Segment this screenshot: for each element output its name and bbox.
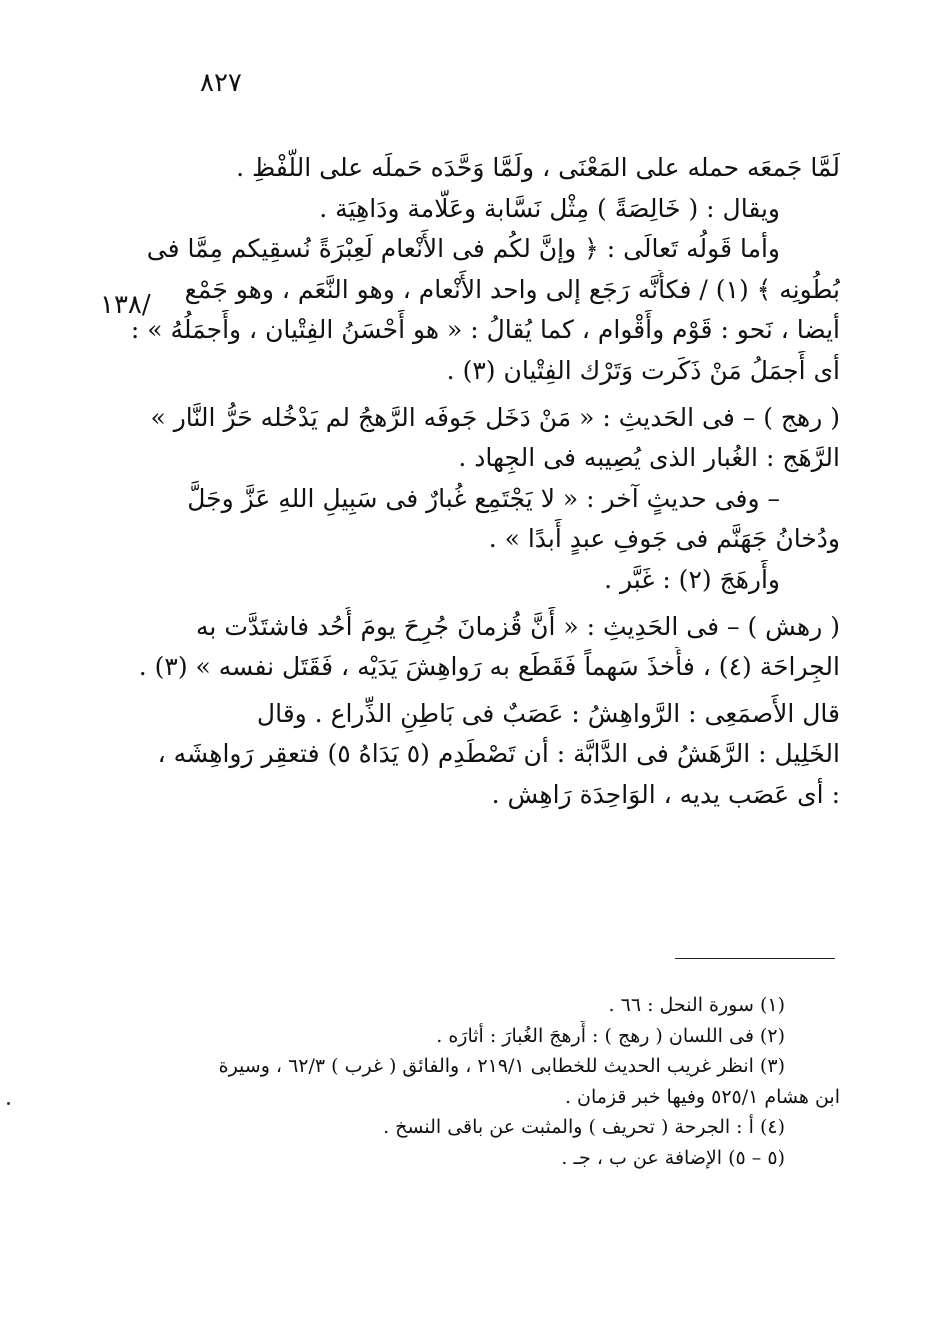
entry-heading-line: ( رهش ) – فى الحَدِيثِ : « أَنَّ قُزمانَ جُرِحَ يومَ أُحُد فاشتَدَّت به bbox=[196, 611, 840, 641]
footnote: (٢) فى اللسان ( رهج ) : أَرهجَ الغُبارَ : أثارَه . bbox=[436, 1024, 785, 1047]
entry-heading-line: ( رهج ) – فى الحَديثِ : « مَنْ دَخَل جَوفَه الرَّهجُ لم يَدْخُله حَرُّ النَّار » bbox=[150, 402, 840, 432]
text-line: قال الأَصمَعِى : الرَّواهِشُ : عَصَبٌ فى بَاطِنِ الذِّراع . وقال bbox=[256, 698, 840, 728]
text-line: أى أَجمَلُ مَنْ ذَكَرت وَتَرْك الفِتْيان (٣) . bbox=[446, 355, 840, 385]
text-line: – وفى حديثٍ آخر : « لا يَجْتَمِع غُبارٌ فى سَبِيلِ اللهِ عَزَّ وجَلَّ bbox=[187, 483, 780, 513]
footnote: (٥ – ٥) الإضافة عن ب ، جـ . bbox=[561, 1146, 785, 1169]
margin-reference: ١٣٨/ bbox=[100, 290, 151, 320]
footnote: (١) سورة النحل : ٦٦ . bbox=[608, 994, 785, 1016]
footnote: (٤) أ : الجرحة ( تحريف ) والمثبت عن باقى النسخ . bbox=[383, 1116, 785, 1138]
footnote: (٣) انظر غريب الحديث للخطابى ٢١٩/١ ، والفائق ( غرب ) ٦٢/٣ ، وسيرة bbox=[218, 1055, 785, 1077]
footnote-continuation: ابن هشام ٥٢٥/١ وفيها خبر قزمان . bbox=[564, 1085, 840, 1108]
text-line: : أى عَصَب يديه ، الوَاحِدَة رَاهِش . bbox=[491, 779, 840, 809]
text-line: ودُخانُ جَهَنَّم فى جَوفِ عبدٍ أَبدًا » . bbox=[488, 524, 840, 554]
scan-speck bbox=[7, 1102, 10, 1105]
text-line: وأما قَولُه تَعالَى : ﴿ وإنَّ لكُم فى الأَنْعام لَعِبْرَةً نُسقِيكم مِمَّا فى bbox=[146, 234, 780, 264]
text-line: الرَّهَج : الغُبار الذى يُصِيبه فى الجِهاد . bbox=[458, 443, 840, 473]
text-line: الخَلِيل : الرَّهَشُ فى الدَّابَّة : أن تَصْطَدِم (٥ يَدَاهُ ٥) فتعقِر رَواهِشَه ، bbox=[157, 739, 840, 769]
text-line: الجِراحَة (٤) ، فأَخذَ سَهماً فَقَطَع به رَواهِشَ يَدَيْه ، فَقَتَل نفسه » (٣) . bbox=[138, 652, 840, 682]
text-line: بُطُونِه ﴾ (١) / فكأَنَّه رَجَع إلى واحد الأَنْعام ، وهو النَّعَم ، وهو جَمْع bbox=[184, 274, 840, 304]
text-line: ويقال : ( خَالِصَةً ) مِثْل نَسَّابة وعَلَّامة ودَاهِيَة . bbox=[319, 193, 780, 223]
main-text bbox=[130, 148, 840, 816]
footnote-divider bbox=[675, 958, 835, 959]
page-number: ٨٢٧ bbox=[200, 68, 242, 98]
text-line: أيضا ، نَحو : قَوْم وأَقْوام ، كما يُقالُ : « هو أَحْسَنُ الفِتْيان ، وأَجمَلُهُ » : bbox=[130, 315, 840, 345]
footnotes bbox=[130, 990, 840, 1173]
text-line: وأَرهَجَ (٢) : غَبَّر . bbox=[604, 564, 780, 594]
text-line: لَمَّا جَمعَه حمله على المَعْنَى ، ولَمَّا وَحَّدَه حَملَه على اللَّفْظِ . bbox=[236, 153, 840, 182]
